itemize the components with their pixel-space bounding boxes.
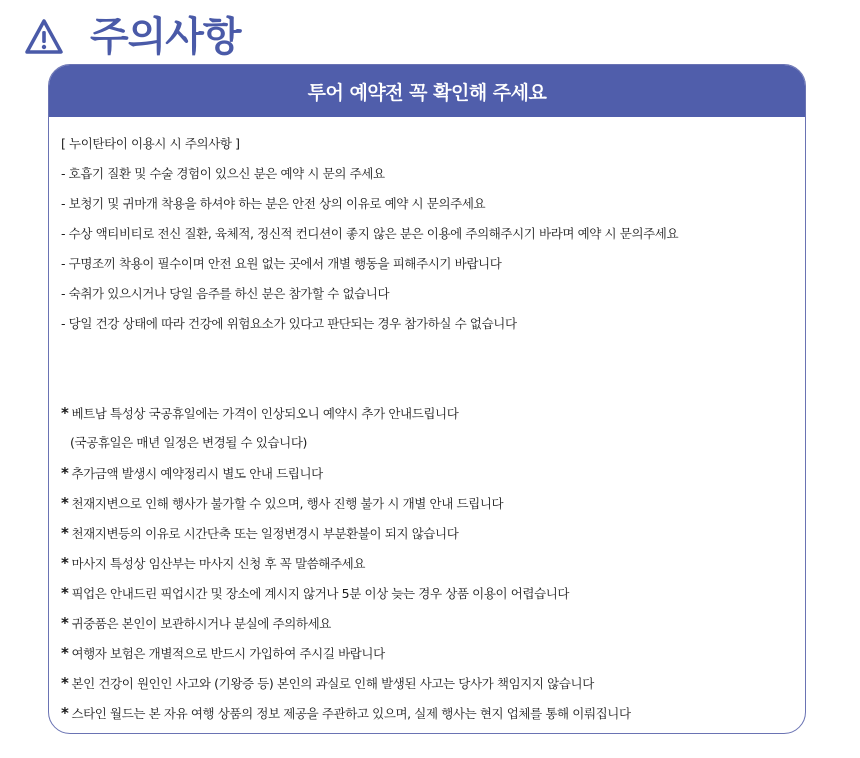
- star-item: [61, 668, 805, 698]
- holiday-sub-note: (국공휴일은 매년 일정은 변경될 수 있습니다): [70, 435, 307, 450]
- notice-banner: 투어 예약전 꼭 확인해 주세요: [49, 65, 805, 117]
- dash-item: - 보청기 및 귀마개 착용을 하셔야 하는 분은 안전 상의 이유로 예약 시 문의주세요: [61, 196, 486, 211]
- holiday-note: [61, 398, 805, 428]
- holiday-note-text: 베트남 특성상 국공휴일에는 가격이 인상되오니 예약시 추가 안내드립니다: [71, 406, 459, 421]
- star-marker: *: [61, 464, 69, 482]
- star-list: [61, 398, 805, 728]
- star-item-text: 본인 건강이 원인인 사고와 (기왕증 등) 본인의 과실로 인해 발생된 사고는 당사가 책임지지 않습니다: [71, 676, 594, 691]
- dash-item: - 구명조끼 착용이 필수이며 안전 요원 없는 곳에서 개별 행동을 피해주시기 바랍니다: [61, 256, 502, 271]
- dash-item: - 당일 건강 상태에 따라 건강에 위험요소가 있다고 판단되는 경우 참가하실 수 없습니다: [61, 316, 517, 331]
- notice-body: [49, 117, 805, 728]
- star-marker: *: [61, 554, 69, 572]
- star-item-text: 추가금액 발생시 예약정리시 별도 안내 드립니다: [71, 466, 323, 481]
- star-marker: *: [61, 524, 69, 542]
- page-header: [24, 12, 241, 62]
- page-title: 주의사항: [90, 14, 241, 60]
- star-marker: *: [61, 404, 69, 422]
- warning-icon: [24, 18, 64, 56]
- star-item: [61, 548, 805, 578]
- star-marker: *: [61, 584, 69, 602]
- dash-item: - 호흡기 질환 및 수술 경험이 있으신 분은 예약 시 문의 주세요: [61, 166, 385, 181]
- star-item: [61, 608, 805, 638]
- star-item: [61, 458, 805, 488]
- dash-item: - 수상 액티비티로 전신 질환, 육체적, 정신적 컨디션이 좋지 않은 분은 이용에 주의해주시기 바라며 예약 시 문의주세요: [61, 226, 679, 241]
- star-item-text: 스타인 월드는 본 자유 여행 상품의 정보 제공을 주관하고 있으며, 실제 행사는 현지 업체를 통해 이뤄집니다: [71, 706, 631, 721]
- star-item-text: 천재지변으로 인해 행사가 불가할 수 있으며, 행사 진행 불가 시 개별 안내 드립니다: [71, 496, 504, 511]
- star-item: [61, 578, 805, 608]
- star-marker: *: [61, 674, 69, 692]
- dash-item: - 숙취가 있으시거나 당일 음주를 하신 분은 참가할 수 없습니다: [61, 286, 390, 301]
- star-marker: *: [61, 644, 69, 662]
- star-marker: *: [61, 614, 69, 632]
- star-item-text: 귀중품은 본인이 보관하시거나 분실에 주의하세요: [71, 616, 331, 631]
- notice-card: [48, 64, 806, 734]
- section-title: [ 누이탄타이 이용시 시 주의사항 ]: [61, 136, 240, 151]
- star-item-text: 여행자 보험은 개별적으로 반드시 가입하여 주시길 바랍니다: [71, 646, 385, 661]
- spacer: [61, 339, 805, 398]
- star-item: [61, 638, 805, 668]
- star-item: [61, 488, 805, 518]
- star-item: [61, 698, 805, 728]
- star-item: [61, 518, 805, 548]
- star-marker: *: [61, 494, 69, 512]
- star-marker: *: [61, 704, 69, 722]
- star-item-text: 마사지 특성상 임산부는 마사지 신청 후 꼭 말씀해주세요: [71, 556, 365, 571]
- star-item-text: 천재지변등의 이유로 시간단축 또는 일정변경시 부분환불이 되지 않습니다: [71, 526, 459, 541]
- dash-list: [61, 159, 805, 339]
- star-item-text: 픽업은 안내드린 픽업시간 및 장소에 계시지 않거나 5분 이상 늦는 경우 상품 이용이 어렵습니다: [71, 586, 570, 601]
